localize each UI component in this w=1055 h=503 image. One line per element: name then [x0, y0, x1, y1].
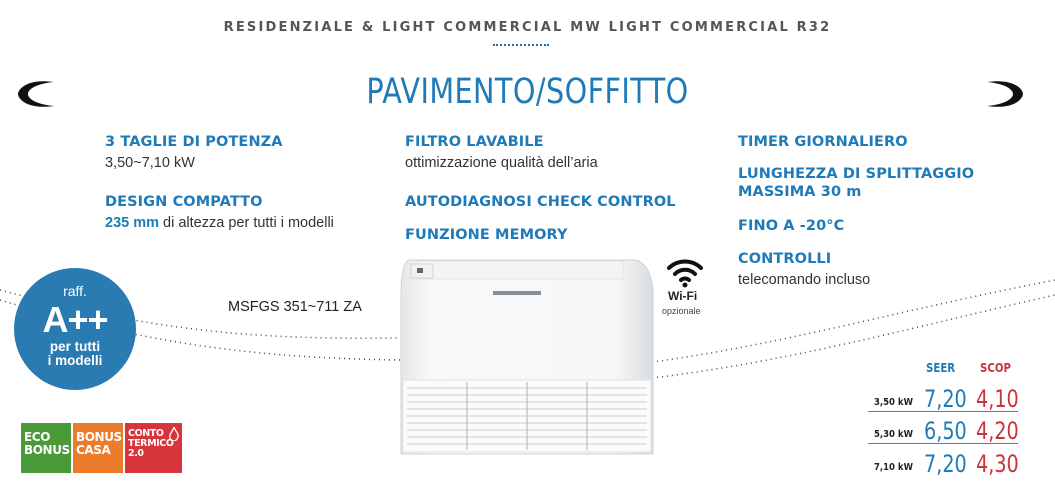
feature-text-remote: telecomando incluso	[738, 272, 871, 288]
row-capacity: 3,50 kW	[874, 397, 913, 408]
conto-termico-line3: 2.0	[128, 448, 144, 459]
feature-text-air-quality: ottimizzazione qualità dell’aria	[405, 155, 598, 171]
row-seer: 7,20	[924, 385, 967, 413]
bonus-casa-line1: BONUS	[76, 430, 122, 444]
row-scop: 4,10	[976, 385, 1019, 413]
scop-header: SCOP	[980, 361, 1011, 375]
bonus-casa-badge	[73, 423, 123, 473]
feature-heading-min-temp: FINO A -20°C	[738, 218, 845, 234]
seer-header: SEER	[926, 361, 956, 375]
row-seer: 7,20	[924, 450, 967, 478]
feature-heading-daily-timer: TIMER GIORNALIERO	[738, 134, 908, 150]
bonus-casa-line2: CASA	[76, 443, 111, 457]
conto-termico-line2: TERMICO	[128, 438, 174, 449]
table-row	[868, 414, 1018, 444]
energy-rating-badge	[14, 268, 136, 390]
page-title: PAVIMENTO/SOFFITTO	[366, 72, 689, 112]
feature-text-power-range: 3,50~7,10 kW	[105, 155, 195, 171]
row-seer: 6,50	[924, 417, 967, 445]
eco-bonus-line1: ECO	[24, 430, 51, 444]
row-capacity: 5,30 kW	[874, 429, 913, 440]
feature-heading-memory: FUNZIONE MEMORY	[405, 227, 568, 243]
energy-class: A++	[42, 299, 108, 340]
conto-termico-line1: CONTO	[128, 428, 164, 439]
feature-heading-washable-filter: FILTRO LAVABILE	[405, 134, 544, 150]
wifi-icon	[666, 256, 704, 288]
eco-bonus-badge	[21, 423, 71, 473]
wifi-label: Wi-Fi	[668, 289, 698, 303]
feature-heading-controls: CONTROLLI	[738, 251, 832, 267]
conto-termico-badge	[125, 423, 182, 473]
eco-bonus-line2: BONUS	[24, 443, 70, 457]
table-row	[868, 382, 1018, 412]
feature-heading-split-length-1: LUNGHEZZA DI SPLITTAGGIO	[738, 166, 975, 182]
right-crescent-arrow-icon[interactable]	[985, 80, 1025, 108]
feature-heading-compact-design: DESIGN COMPATTO	[105, 194, 263, 210]
floor-ceiling-unit-image	[397, 254, 657, 458]
header-divider	[493, 44, 549, 46]
rating-note-line2: i modelli	[47, 353, 103, 368]
rating-prefix: raff.	[63, 283, 87, 299]
height-value: 235 mm	[105, 215, 160, 231]
height-description: di altezza per tutti i modelli	[159, 215, 334, 231]
row-capacity: 7,10 kW	[874, 462, 913, 473]
table-row	[868, 446, 1018, 476]
left-crescent-arrow-icon[interactable]	[16, 80, 56, 108]
feature-heading-power-sizes: 3 TAGLIE DI POTENZA	[105, 134, 283, 150]
row-scop: 4,30	[976, 450, 1019, 478]
flame-icon	[169, 427, 179, 441]
feature-heading-split-length-2: MASSIMA 30 m	[738, 184, 862, 200]
section-breadcrumb: RESIDENZIALE & LIGHT COMMERCIAL MW LIGHT COMMERCIAL R32	[223, 20, 832, 35]
feature-heading-self-diagnosis: AUTODIAGNOSI CHECK CONTROL	[405, 194, 676, 210]
feature-text-height	[105, 215, 334, 231]
model-code: MSFGS 351~711 ZA	[228, 299, 362, 315]
row-scop: 4,20	[976, 417, 1019, 445]
rating-note-line1: per tutti	[49, 339, 101, 354]
performance-table	[868, 361, 1020, 479]
wifi-optional-note: opzionale	[662, 306, 701, 316]
